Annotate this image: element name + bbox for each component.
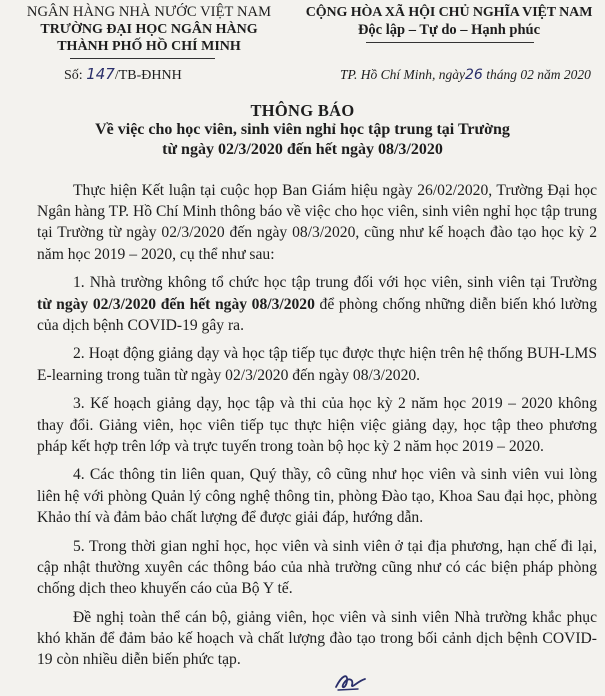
motto-underline (366, 42, 534, 43)
national-name: CỘNG HÒA XÃ HỘI CHỦ NGHĨA VIỆT NAM (305, 5, 593, 20)
issuer-school: TRƯỜNG ĐẠI HỌC NGÂN HÀNG (40, 22, 258, 37)
notice-subject-line1: Về việc cho học viên, sinh viên nghỉ học tập trung tại Trường (95, 121, 510, 138)
document-date (340, 66, 591, 84)
document-number-handwritten: 147 (86, 65, 115, 83)
item-5: 5. Trong thời gian nghỉ học, học viên và sinh viên ở tại địa phương, hạn chế đi lại, cập nhật thường xuyên các thông báo của nhà trường cũng như có các biện pháp phòng chống dịch theo khuyến cáo của Bộ Y tế. (37, 537, 597, 597)
national-motto: Độc lập – Tự do – Hạnh phúc (357, 22, 541, 38)
item-1-text-start: 1. Nhà trường không tổ chức học tập trung đối với học viên, sinh viên tại Trường (73, 274, 597, 292)
national-header (296, 4, 602, 40)
signature-mark-icon (334, 671, 368, 693)
document-date-day: 26 (465, 67, 483, 83)
document-number-prefix: Số: (64, 68, 83, 83)
notice-title: THÔNG BÁO (250, 101, 355, 120)
item-2: 2. Hoạt động giảng dạy và học tập tiếp tục được thực hiện trên hệ thống BUH-LMS E-learning trong tuần từ ngày 02/3/2020 đến ngày 08/3/2020. (37, 345, 597, 384)
item-4: 4. Các thông tin liên quan, Quý thầy, cô cũng như học viên và sinh viên vui lòng liên hệ với phòng Quản lý công nghệ thông tin, phòng Đào tạo, Khoa Sau đại học, phòng Khảo thí và đảm bảo chất lượng để được giải đáp, hướng dẫn. (37, 466, 597, 526)
intro-paragraph: Thực hiện Kết luận tại cuộc họp Ban Giám hiệu ngày 26/02/2020, Trường Đại học Ngân hàng TP. Hồ Chí Minh thông báo về việc cho học viên, sinh viên nghỉ học tập trung tại Trường từ ngày 02/3/2020 đến ngày 08/3/2020, cũng như kế hoạch đào tạo học kỳ 2 năm học 2019 – 2020, cụ thể như sau: (37, 182, 597, 263)
notice-body (37, 180, 597, 677)
item-1 (37, 272, 597, 336)
document-date-prefix: TP. Hồ Chí Minh, ngày (340, 67, 466, 82)
notice-subject-line2: từ ngày 02/3/2020 đến hết ngày 08/3/2020 (162, 141, 443, 158)
issuer-agency: NGÂN HÀNG NHÀ NƯỚC VIỆT NAM (26, 4, 272, 20)
closing-paragraph: Đề nghị toàn thể cán bộ, giảng viên, học viên và sinh viên Nhà trường khắc phục khó khăn để đảm bảo kế hoạch và chất lượng đào tạo trong bối cảnh dịch bệnh COVID-19 còn nhiều diễn biến phức tạp. (37, 608, 597, 669)
document-number (64, 66, 182, 84)
item-1-text-end: để phòng chống những diễn biến khó lường của dịch bệnh COVID-19 gây ra. (37, 295, 597, 334)
document-number-suffix: /TB-ĐHNH (114, 68, 182, 83)
item-1-bold-dates: từ ngày 02/3/2020 đến hết ngày 08/3/2020 (37, 295, 315, 313)
issuer-header (8, 4, 290, 55)
issuer-city: THÀNH PHỐ HỒ CHÍ MINH (57, 39, 241, 54)
issuer-underline (70, 58, 215, 59)
document-date-suffix: tháng 02 năm 2020 (486, 67, 591, 82)
item-3: 3. Kế hoạch giảng dạy, học tập và thi của học kỳ 2 năm học 2019 – 2020 không thay đổi. Giảng viên, học viên tiếp tục thực hiện việc giảng dạy, học tập theo phương pháp kết hợp trên lớp và trực tuyến trong toàn bộ học kỳ 2 năm học 2019 – 2020. (37, 395, 597, 455)
